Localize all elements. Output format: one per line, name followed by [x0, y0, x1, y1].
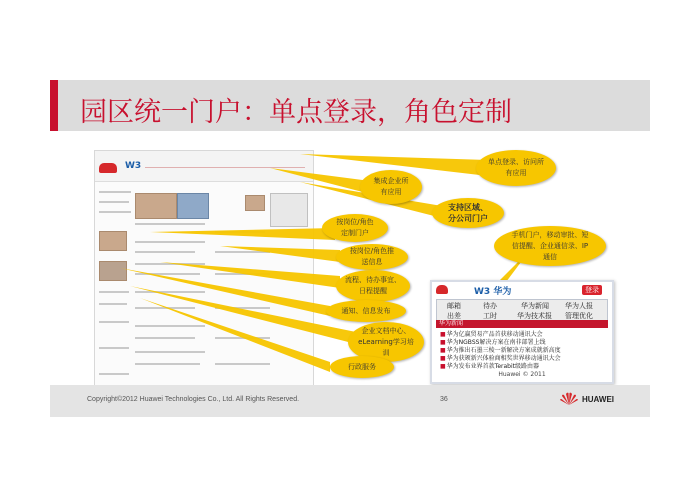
callout-workflow: 流程、待办事宜、 日程提醒 [336, 270, 410, 302]
callout-regional: 支持区域、 分公司门户 [432, 198, 504, 228]
news-item[interactable]: ■华为亿赢贸易产品首获移动通讯大会 [440, 331, 543, 338]
news-item[interactable]: ■华为NGBSS解决方案在南非部署上线 [440, 339, 546, 346]
callout-sso: 单点登录、访问所 有应用 [476, 150, 556, 186]
callout-role-portal: 按岗位/角色 定制门户 [322, 214, 388, 242]
menu-item-management[interactable]: 管理优化 [565, 312, 593, 320]
callout-mobile: 手机门户，移动审批、短 信提醒、企业通信录、IP 通信 [494, 226, 606, 266]
callout-admin: 行政服务 [330, 356, 394, 378]
callout-docs: 企业文档中心、 eLearning学习培 训 [348, 322, 424, 362]
mobile-site-label: W3 华为 [474, 287, 512, 297]
mobile-portal [430, 280, 614, 384]
callout-notice: 通知、信息发布 [326, 300, 406, 322]
callout-integrate: 集成企业所 有应用 [360, 170, 422, 204]
footer-copyright: Copyright©2012 Huawei Technologies Co., Ltd. All Rights Reserved. [87, 396, 300, 403]
login-button[interactable]: 登录 [582, 285, 602, 295]
slide-title: 园区统一门户：单点登录，角色定制 [80, 97, 512, 128]
menu-item-travel[interactable]: 出差 [447, 312, 461, 320]
menu-item-tech[interactable]: 华为技术报 [517, 312, 552, 320]
w3-logo-icon: W3 [125, 161, 142, 171]
callout-role-push: 按岗位/角色推 送信息 [336, 244, 408, 270]
news-header: 华为新闻 [436, 320, 608, 328]
page-number: 36 [440, 396, 448, 403]
mobile-menu [436, 299, 608, 321]
menu-item-todo[interactable]: 待办 [483, 302, 497, 310]
mobile-copyright: Huawei © 2011 [498, 371, 546, 378]
menu-item-people[interactable]: 华为人报 [565, 302, 593, 310]
news-item[interactable]: ■华为获颁新兴体验商相奖世界移动通讯大会 [440, 355, 561, 362]
menu-item-mail[interactable]: 邮箱 [447, 302, 461, 310]
news-item[interactable]: ■华为发布业界首款Terabit级路由器 [440, 363, 539, 370]
brand-name: HUAWEI [582, 395, 614, 404]
news-item[interactable]: ■华为推出石墨三棱一新解决方案成就新高度 [440, 347, 561, 354]
huawei-logo-icon [436, 285, 448, 294]
mobile-portal-header [432, 282, 612, 298]
huawei-logo-icon [560, 392, 578, 406]
menu-item-news[interactable]: 华为新闻 [521, 302, 549, 310]
menu-item-hours[interactable]: 工时 [483, 312, 497, 320]
